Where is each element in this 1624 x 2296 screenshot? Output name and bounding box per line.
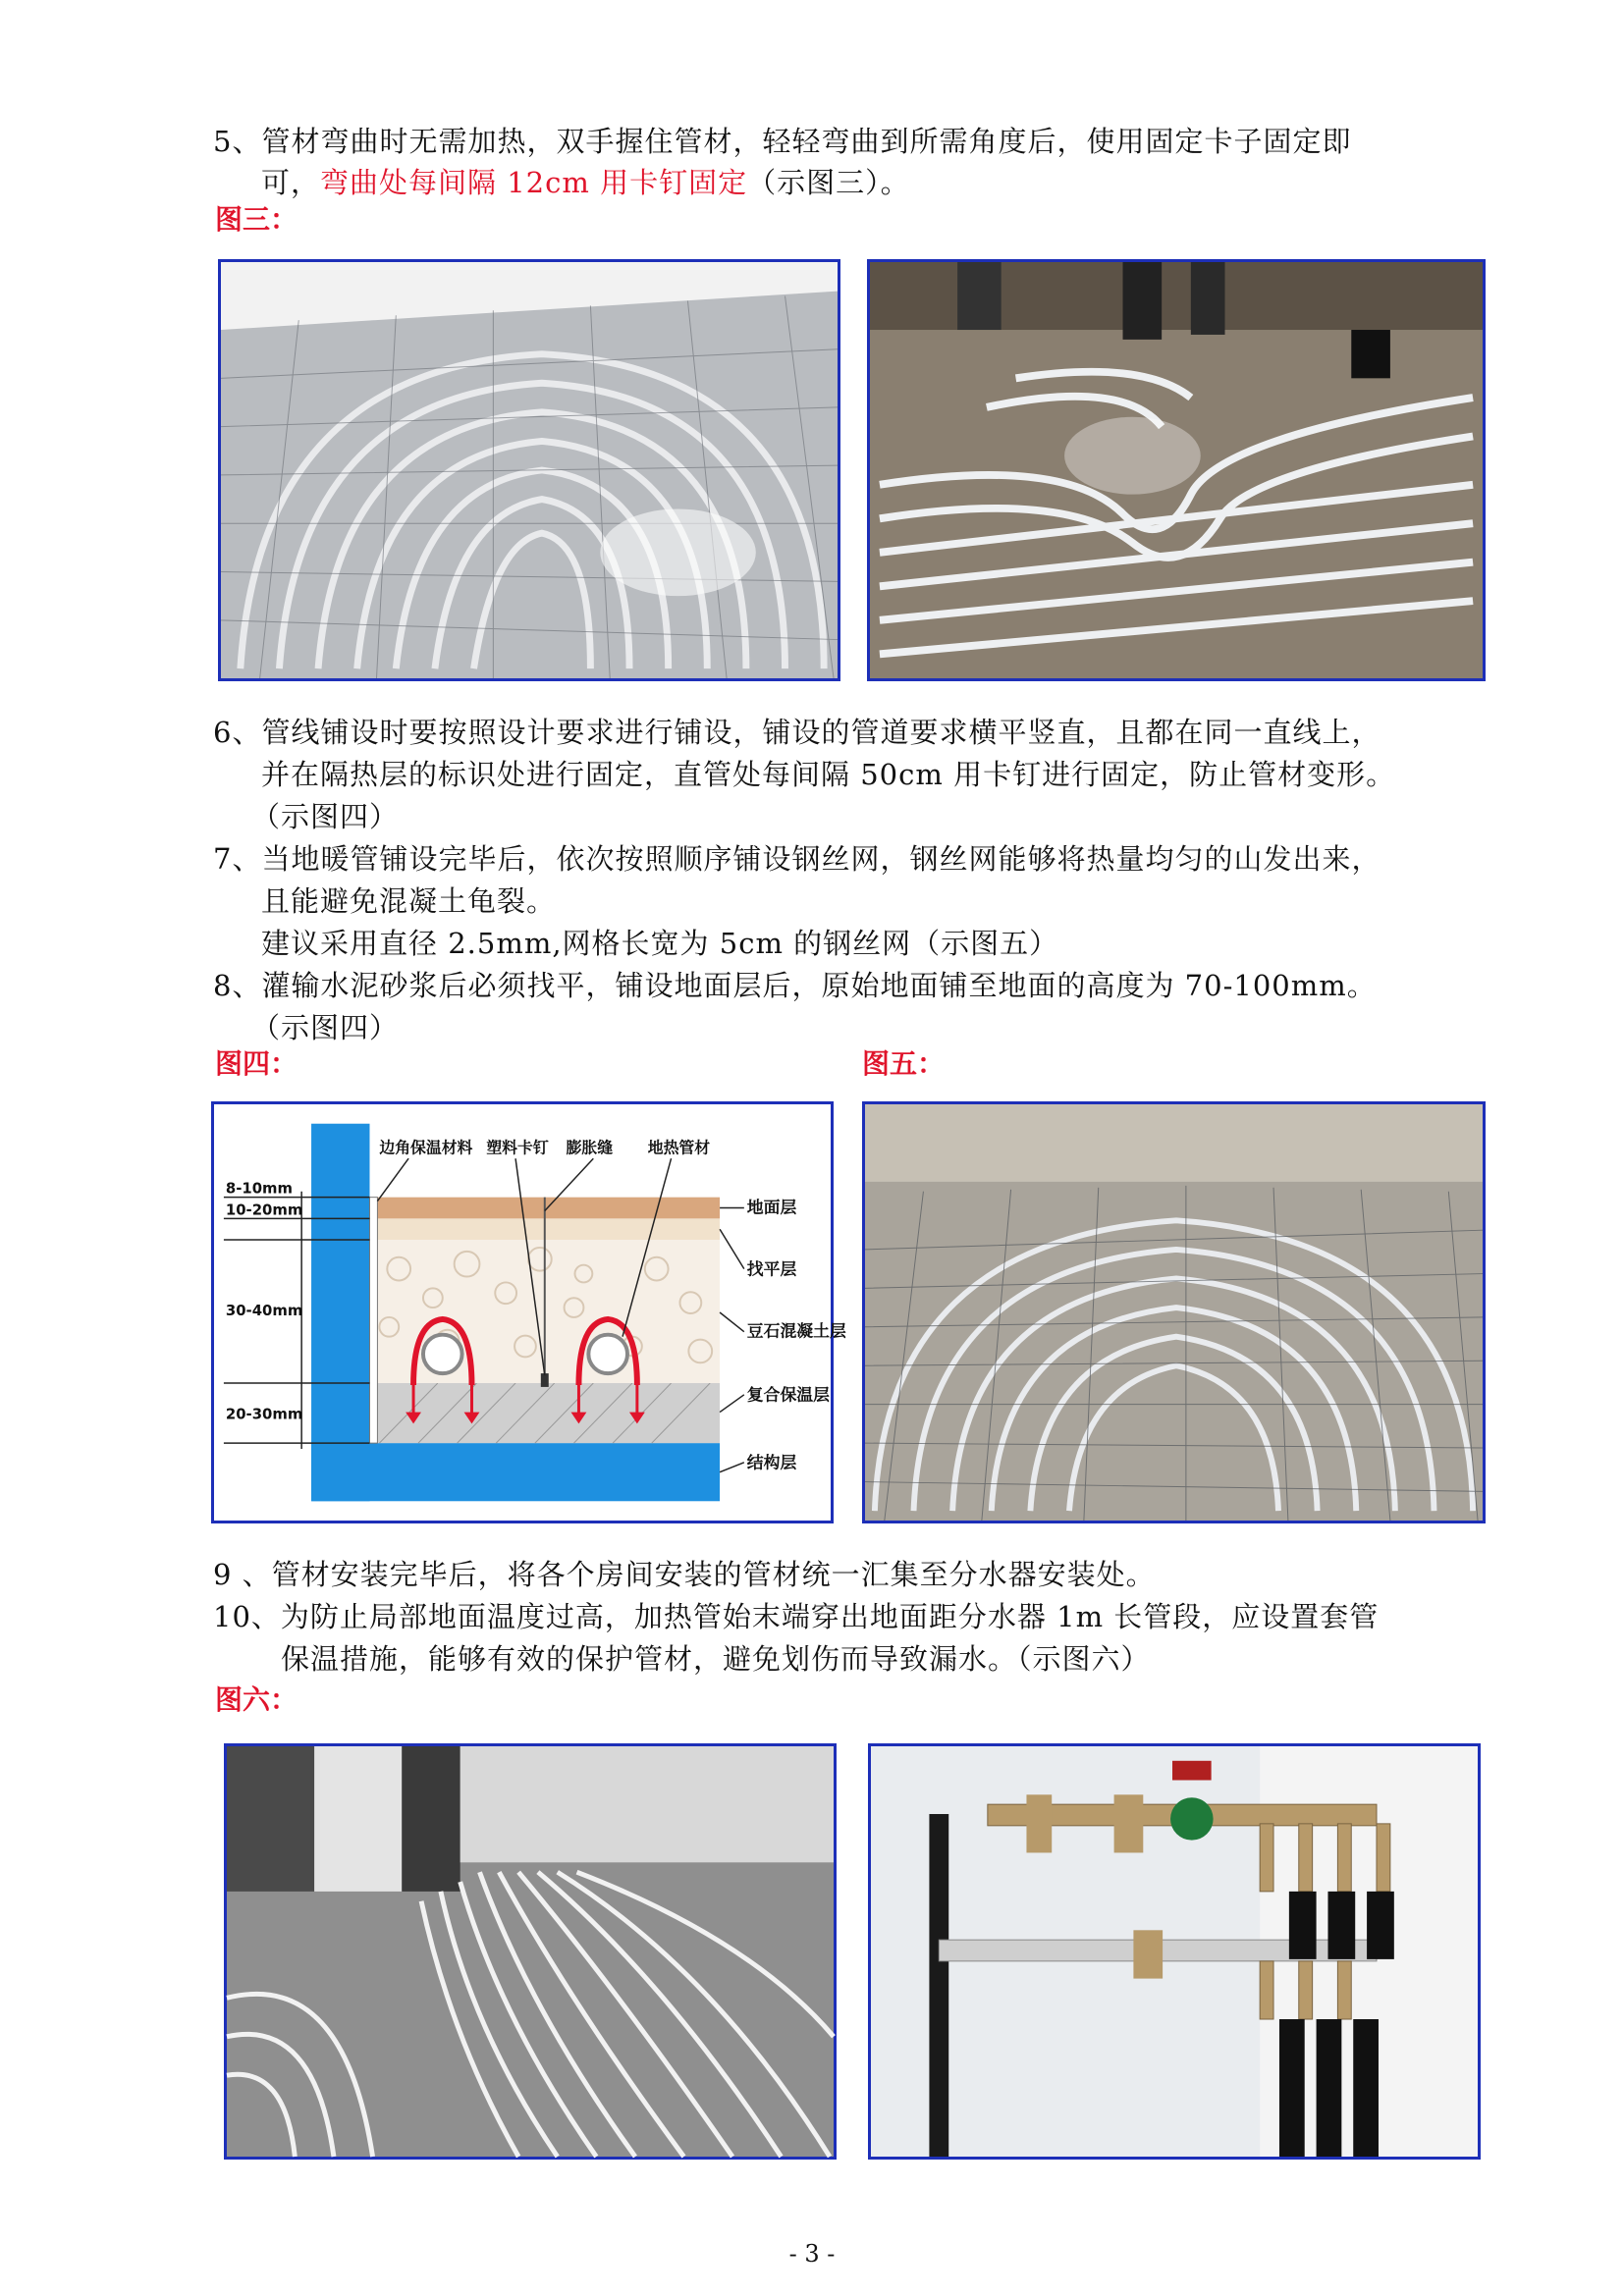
page-number: - 3 - [788, 2240, 836, 2268]
item6-line2: 并在隔热层的标识处进行固定，直管处每间隔 50cm 用卡钉进行固定，防止管材变形。 [261, 758, 1396, 791]
figure-3-label: 图三： [215, 203, 298, 236]
floor-pipes-image [221, 262, 838, 678]
floor-heating-cross-section [214, 1104, 846, 1521]
pipes-through-wall-image [227, 1746, 834, 2157]
steel-mesh-floor-image [865, 1104, 1483, 1521]
item5-line2-suffix: （示图三）。 [747, 166, 910, 199]
item5-line2 [261, 161, 910, 204]
figure-4-diagram [211, 1101, 846, 1523]
item8-line1: 8、灌输水泥砂浆后必须找平，铺设地面层后，原始地面铺至地面的高度为 70-100mm。 [213, 969, 1377, 1002]
item9-line1: 9 、管材安装完毕后，将各个房间安装的管材统一汇集至分水器安装处。 [213, 1558, 1156, 1591]
layer-label-concrete: 豆石混凝土层 [746, 1320, 846, 1341]
item10-line1: 10、为防止局部地面温度过高，加热管始末端穿出地面距分水器 1m 长管段，应设置套管 [213, 1600, 1380, 1633]
item6-line1: 6、管线铺设时要按照设计要求进行铺设，铺设的管道要求横平竖直，且都在同一直线上， [213, 716, 1381, 749]
figure-6-photo-left [224, 1743, 837, 2160]
layer-label-structure: 结构层 [746, 1452, 797, 1472]
layer-label-leveling: 找平层 [746, 1258, 797, 1279]
figure-6-label: 图六： [215, 1683, 298, 1716]
figure-3-photo-right [867, 259, 1486, 681]
item7-line1: 7、当地暖管铺设完毕后，依次按照顺序铺设钢丝网，钢丝网能够将热量均匀的山发出来， [213, 842, 1381, 876]
figure-6-photo-right [868, 1743, 1481, 2160]
item7-line3: 建议采用直径 2.5mm,网格长宽为 5cm 的钢丝网（示图五） [261, 927, 1059, 960]
floor-pipes-workers-image [870, 262, 1483, 678]
item5-highlight: 弯曲处每间隔 12cm 用卡钉固定 [320, 166, 748, 199]
item6-line3: （示图四） [251, 800, 400, 833]
dim-label-2: 10-20mm [225, 1201, 303, 1219]
label-edge-insulation: 边角保温材料 [379, 1138, 473, 1157]
figure-3-photo-left [218, 259, 840, 681]
item5-line1: 5、管材弯曲时无需加热，双手握住管材，轻轻弯曲到所需角度后，使用固定卡子固定即 [213, 125, 1352, 158]
label-heating-pipe: 地热管材 [647, 1138, 711, 1157]
figure-5-label: 图五： [862, 1047, 946, 1080]
dim-label-4: 20-30mm [225, 1406, 303, 1423]
dim-label-1: 8-10mm [225, 1180, 293, 1198]
item7-line2: 且能避免混凝土龟裂。 [261, 884, 557, 918]
dim-label-3: 30-40mm [225, 1302, 303, 1319]
layer-label-floor: 地面层 [746, 1197, 797, 1217]
label-plastic-staple: 塑料卡钉 [486, 1138, 549, 1157]
label-expansion-joint: 膨胀缝 [566, 1138, 614, 1157]
layer-label-insulation: 复合保温层 [746, 1384, 830, 1405]
item5-line2-prefix: 可， [261, 166, 321, 199]
figure-5-photo [862, 1101, 1486, 1523]
item10-line2: 保温措施，能够有效的保护管材，避免划伤而导致漏水。（示图六） [281, 1642, 1151, 1676]
manifold-image [871, 1746, 1478, 2157]
item8-line2: （示图四） [251, 1011, 400, 1044]
figure-4-label: 图四： [215, 1047, 298, 1080]
